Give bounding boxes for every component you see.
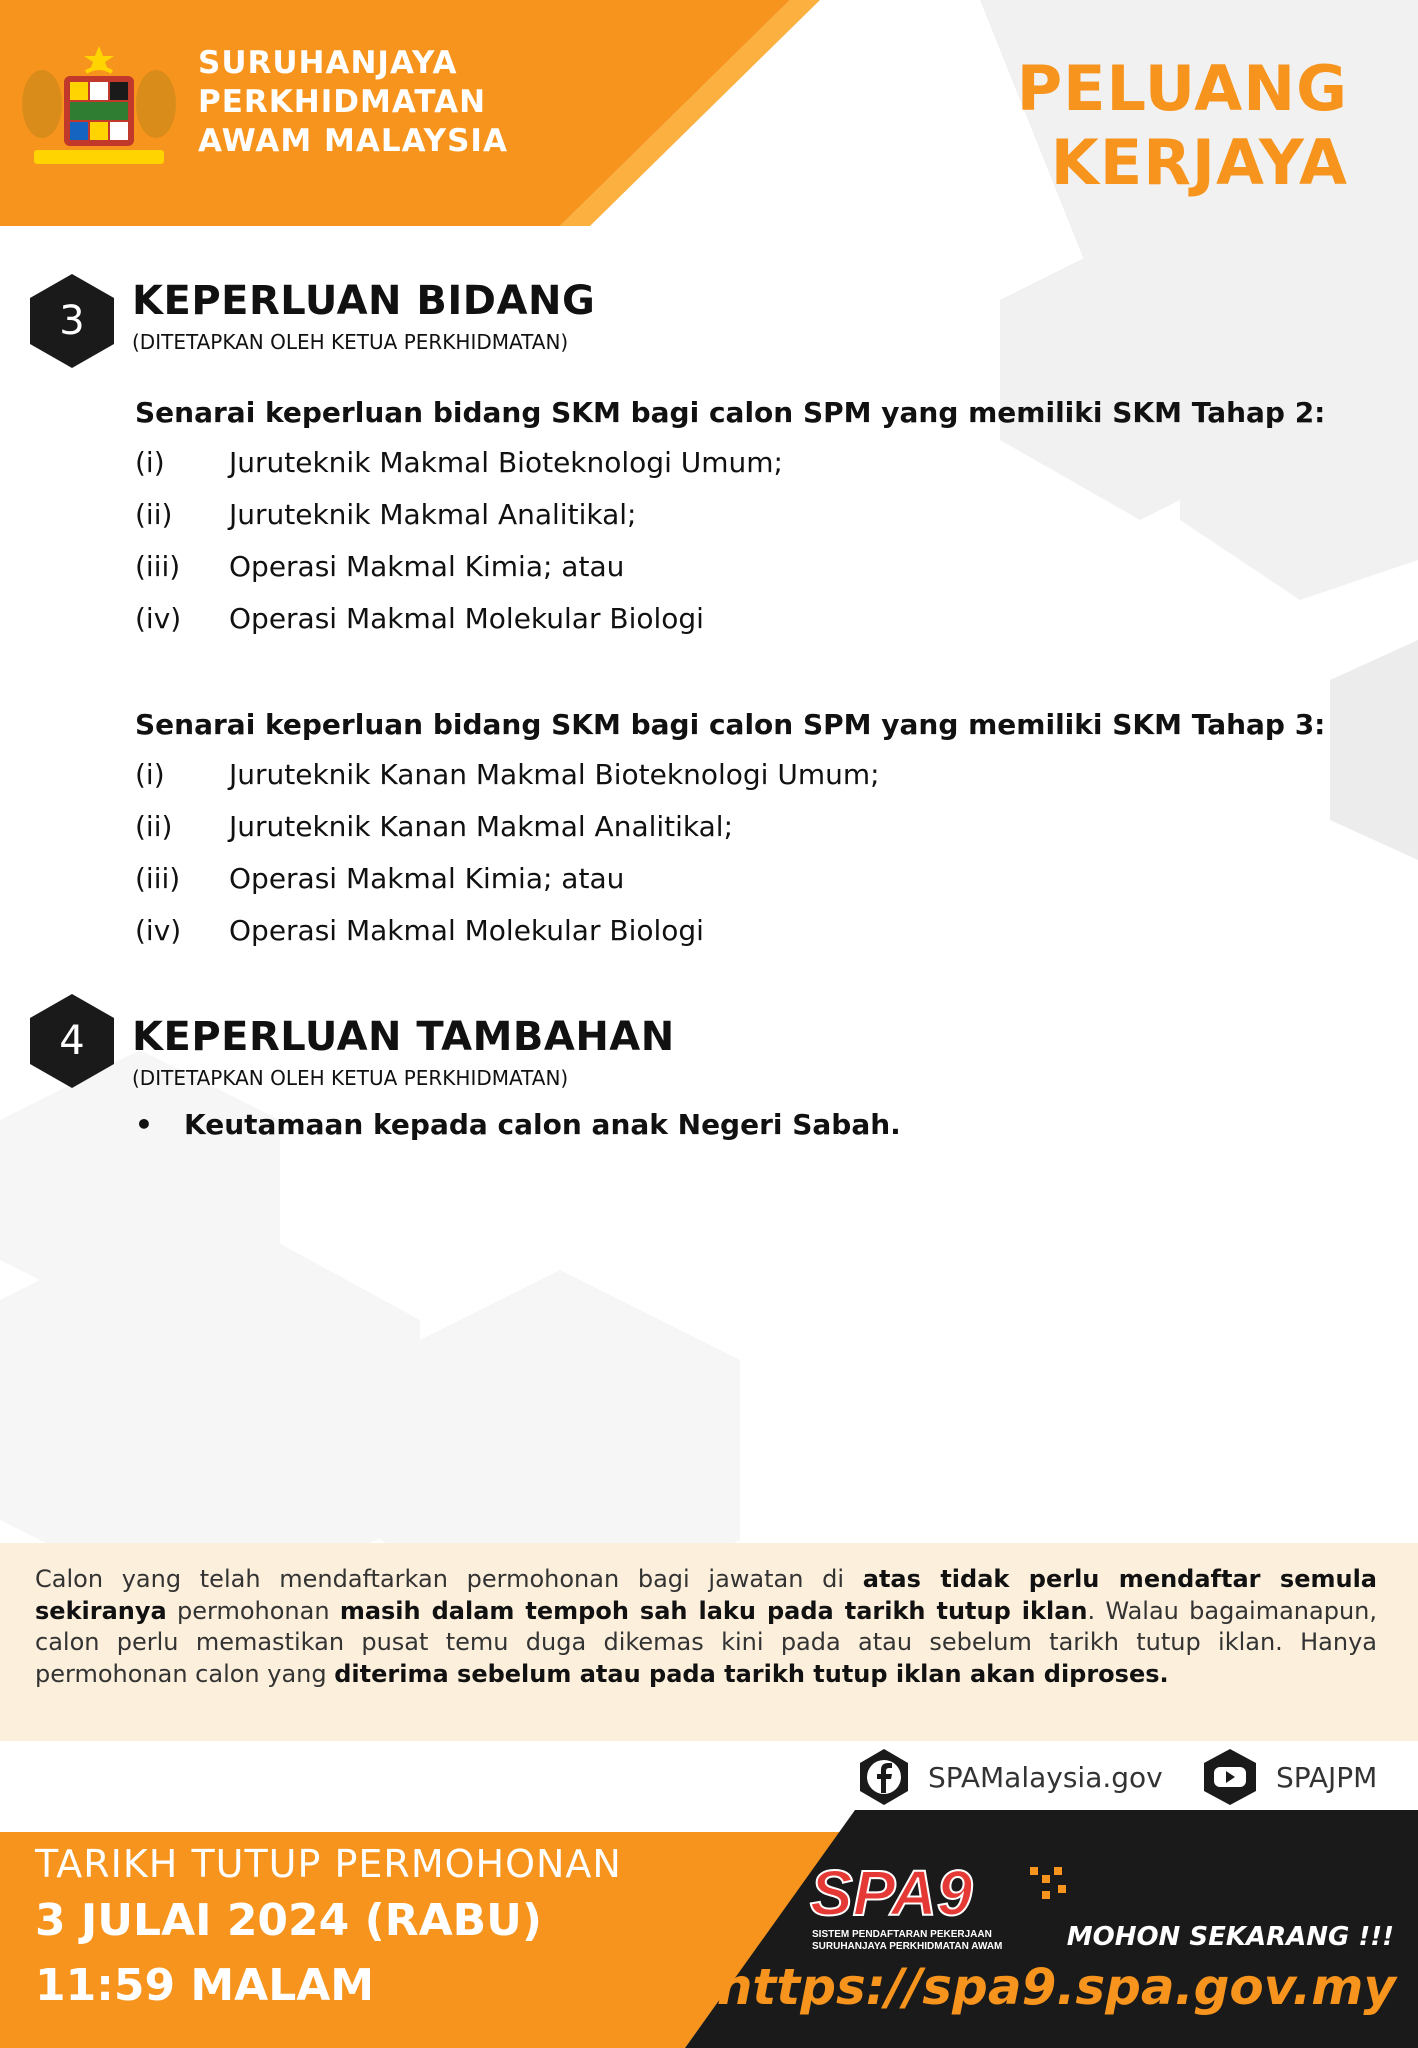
notice-text-part: permohonan [166, 1596, 340, 1625]
org-name-line-1: SURUHANJAYA [198, 45, 458, 81]
bullet-dot: • [135, 1108, 153, 1141]
org-name-line-2: PERKHIDMATAN [198, 84, 487, 120]
list-item-text: Juruteknik Kanan Makmal Bioteknologi Umum; [229, 758, 880, 791]
section-subtitle: (DITETAPKAN OLEH KETUA PERKHIDMATAN) [132, 330, 569, 354]
notice-text-bold: diterima sebelum atau pada tarikh tutup iklan akan diproses. [334, 1659, 1169, 1688]
spa9-logo-caption-1: SISTEM PENDAFTARAN PEKERJAAN [812, 1929, 992, 1940]
notice-text-bold: atas tidak perlu mendaftar semula sekiranya [35, 1565, 1378, 1625]
section-number: 4 [59, 1018, 85, 1064]
list-item-text: Juruteknik Makmal Bioteknologi Umum; [229, 446, 783, 479]
list-item-number: (iv) [135, 914, 182, 947]
facebook-handle: SPAMalaysia.gov [928, 1760, 1163, 1794]
section-title: KEPERLUAN BIDANG [132, 278, 596, 324]
list-item-number: (ii) [135, 810, 173, 843]
org-name-line-3: AWAM MALAYSIA [198, 123, 508, 159]
notice-text [35, 1564, 1377, 1690]
page-title [1017, 52, 1348, 200]
list-heading-tahap-2: Senarai keperluan bidang SKM bagi calon SPM yang memiliki SKM Tahap 2: [135, 396, 1326, 429]
malaysia-coat-of-arms-logo [14, 42, 184, 172]
section-subtitle: (DITETAPKAN OLEH KETUA PERKHIDMATAN) [132, 1066, 569, 1090]
list-item-number: (iv) [135, 602, 182, 635]
list-item-number: (ii) [135, 498, 173, 531]
deadline-time: 11:59 MALAM [35, 1960, 375, 2011]
organization-name [198, 44, 508, 161]
youtube-link[interactable] [1198, 1742, 1377, 1812]
deadline-date: 3 JULAI 2024 (RABU) [35, 1895, 543, 1946]
section-title: KEPERLUAN TAMBAHAN [132, 1014, 675, 1060]
spa9-logo-caption-2: SURUHANJAYA PERKHIDMATAN AWAM [812, 1941, 1003, 1952]
page-title-line-1: PELUANG [1016, 52, 1348, 125]
list-heading-tahap-3: Senarai keperluan bidang SKM bagi calon SPM yang memiliki SKM Tahap 3: [135, 708, 1326, 741]
application-url-link[interactable]: https://spa9.spa.gov.my [716, 1958, 1396, 2016]
page-title-line-2: KERJAYA [1050, 126, 1348, 199]
list-item-text: Juruteknik Makmal Analitikal; [229, 498, 637, 531]
notice-text-part: Calon yang telah mendaftarkan permohonan bagi jawatan di [35, 1565, 863, 1593]
list-item-text: Operasi Makmal Molekular Biologi [229, 914, 704, 947]
section-number: 3 [59, 298, 85, 344]
spa9-logo [800, 1845, 1100, 1965]
list-item-number: (i) [135, 446, 165, 479]
facebook-icon [854, 1747, 914, 1807]
notice-text-part: . Walau bagaimanapun, calon perlu memastikan pusat temu duga dikemas kini pada atau sebelum tarikh tutup iklan. Hanya permohonan calon yang [35, 1596, 1378, 1688]
list-item-number: (iii) [135, 862, 181, 895]
list-item-text: Operasi Makmal Molekular Biologi [229, 602, 704, 635]
bullet-text: Keutamaan kepada calon anak Negeri Sabah. [184, 1108, 901, 1141]
list-item-text: Operasi Makmal Kimia; atau [229, 862, 625, 895]
apply-now-text: MOHON SEKARANG !!! [1066, 1922, 1394, 1952]
list-item-text: Juruteknik Kanan Makmal Analitikal; [229, 810, 734, 843]
list-item-number: (iii) [135, 550, 181, 583]
deadline-label: TARIKH TUTUP PERMOHONAN [35, 1842, 622, 1886]
youtube-handle: SPAJPM [1276, 1760, 1378, 1794]
list-item-number: (i) [135, 758, 165, 791]
youtube-icon [1198, 1747, 1262, 1807]
spa9-logo-text: SPA9 [810, 1857, 973, 1929]
facebook-link[interactable] [854, 1742, 1163, 1812]
notice-text-bold: masih dalam tempoh sah laku pada tarikh tutup iklan [339, 1596, 1088, 1625]
list-item-text: Operasi Makmal Kimia; atau [229, 550, 625, 583]
